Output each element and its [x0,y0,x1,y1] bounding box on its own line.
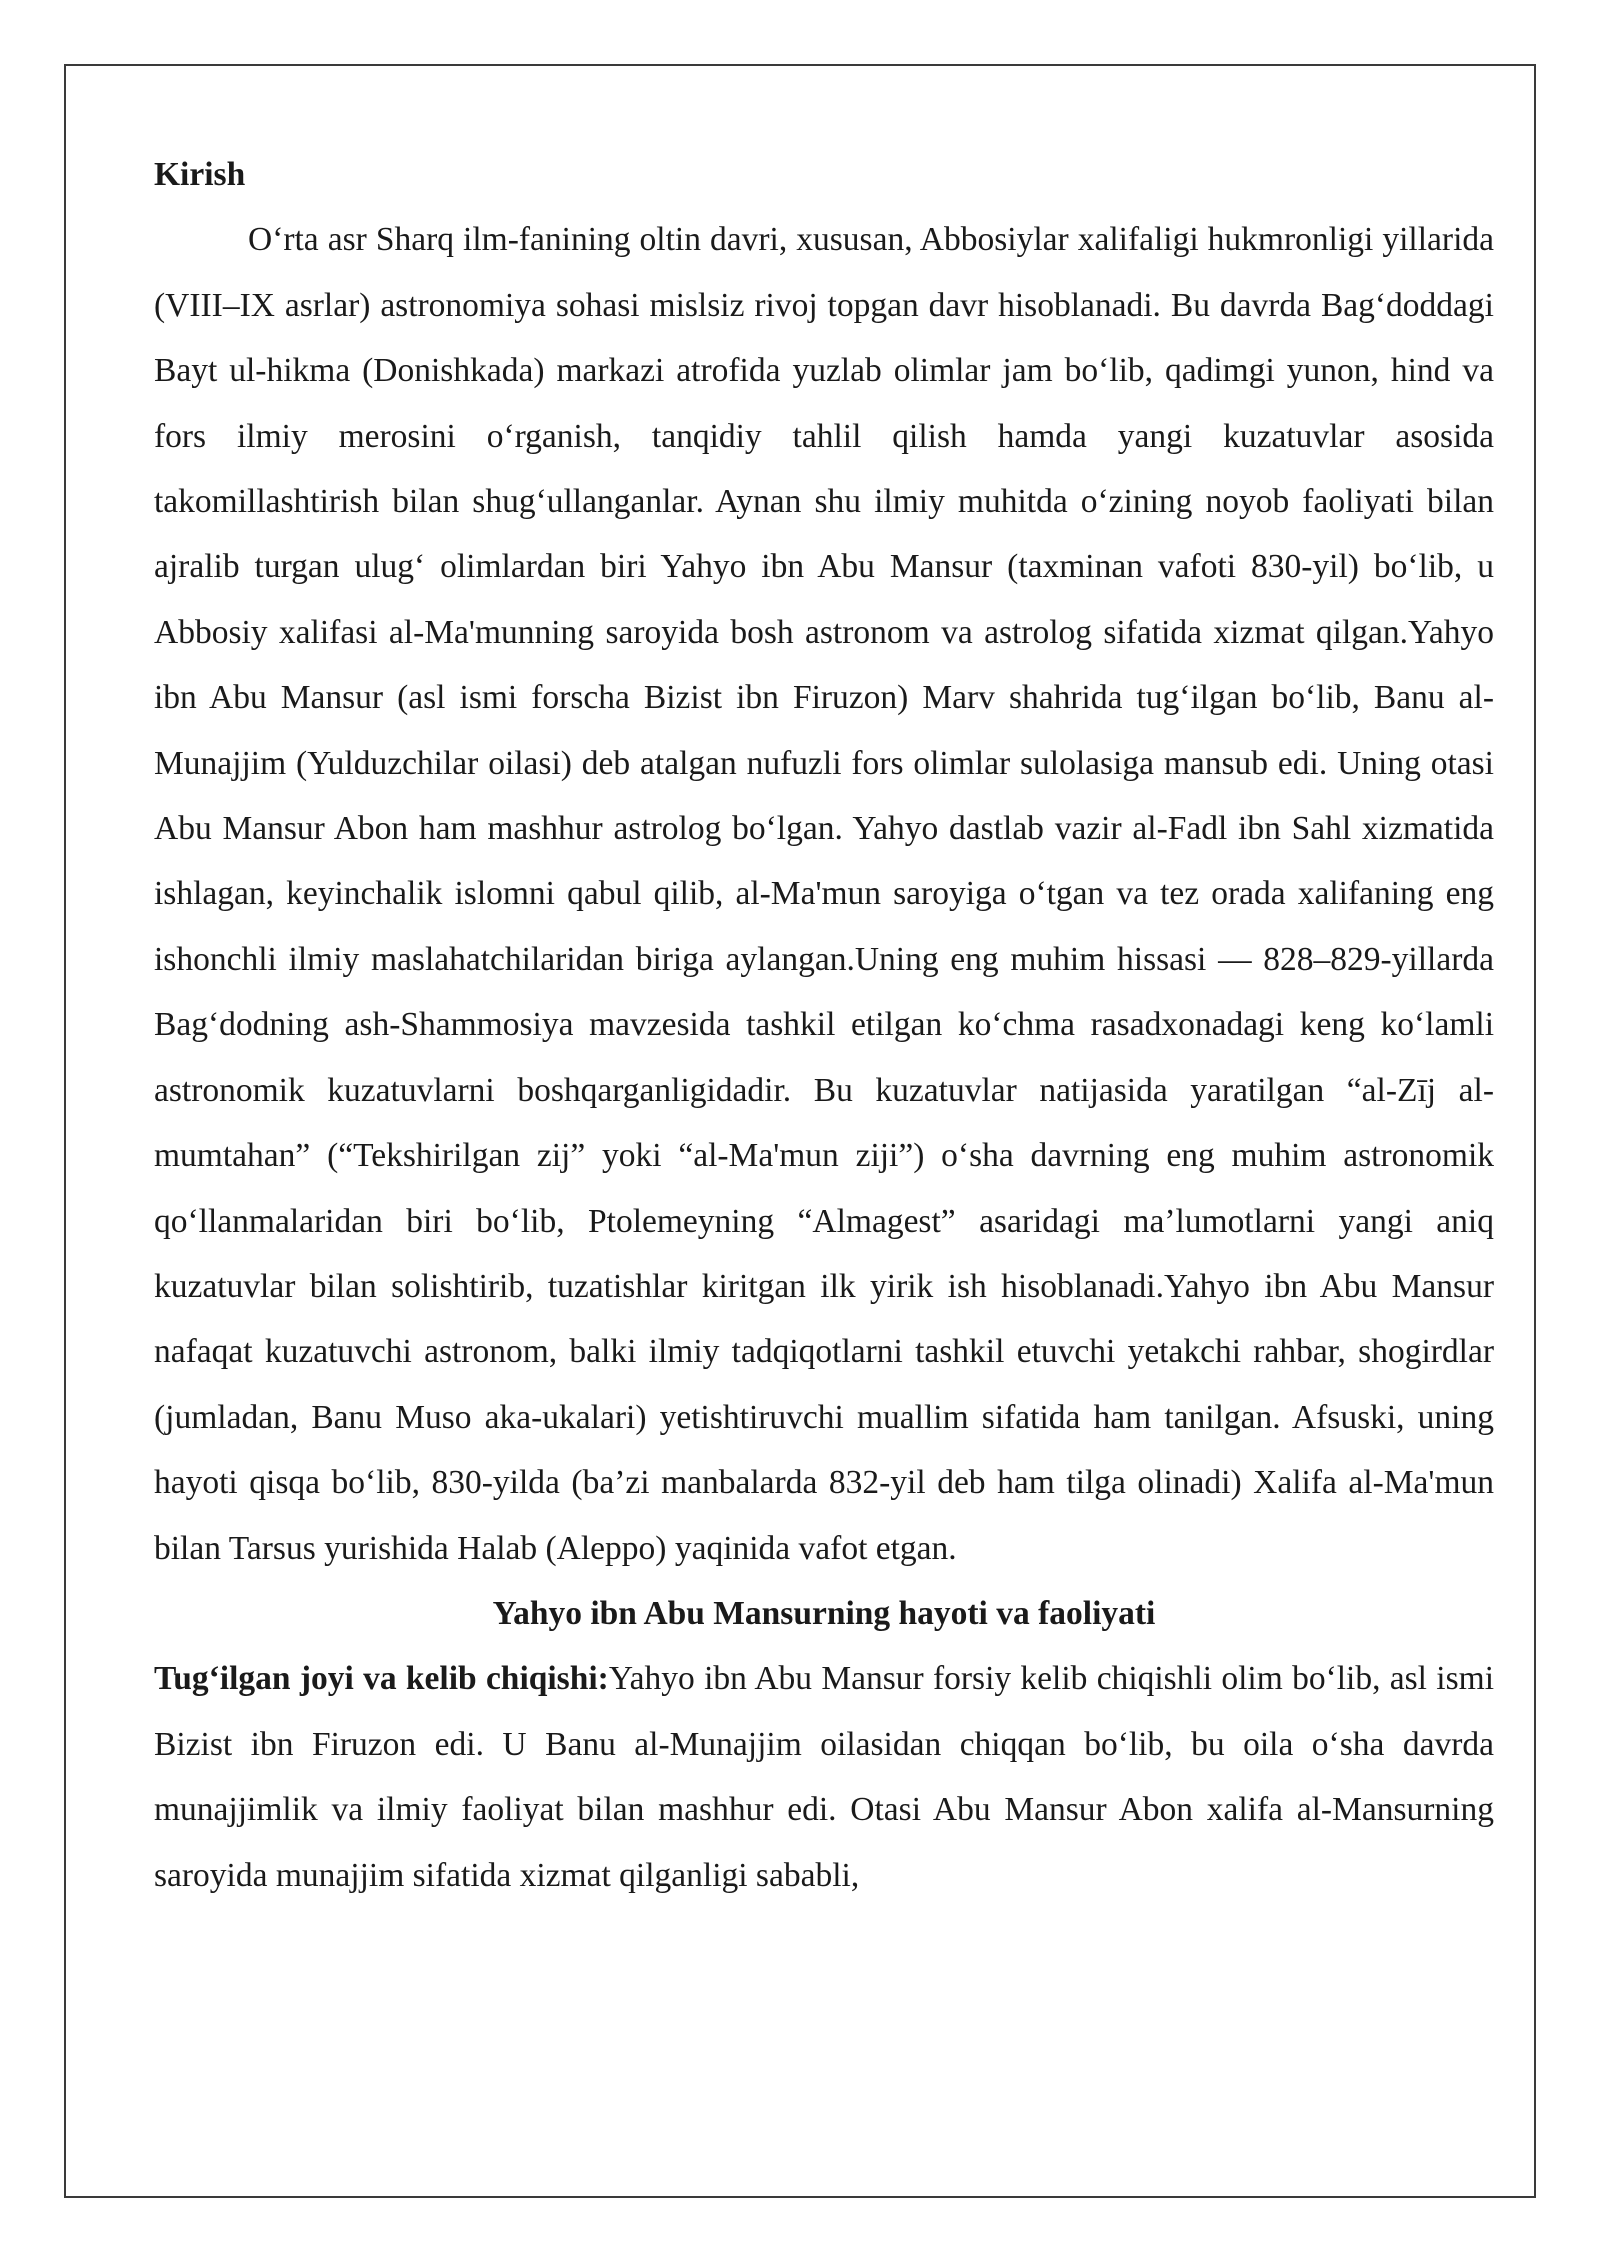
birthplace-paragraph [154,1646,1494,1908]
document-body [154,142,1494,1908]
birthplace-text: Yahyo ibn Abu Mansur forsiy kelib chiqishli olim bo‘lib, asl ismi Bizist ibn Firuzon edi. U Banu al-Munajjim oilasidan chiqqan bo‘lib, bu oila o‘sha davrda munajjimlik va ilmiy faoliyat bilan mashhur edi. Otasi Abu Mansur Abon xalifa al-Mansurning saroyida munajjim sifatida xizmat qilganligi sababli, [154,1660,1494,1894]
heading-kirish: Kirish [154,156,246,193]
section-title: Yahyo ibn Abu Mansurning hayoti va faoliyati [492,1594,1156,1632]
intro-paragraph: O‘rta asr Sharq ilm-fanining oltin davri, xususan, Abbosiylar xalifaligi hukmronligi yillarida (VIII–IX asrlar) astronomiya sohasi mislsiz rivoj topgan davr hisoblanadi. Bu davrda Bag‘doddagi Bayt ul-hikma (Donishkada) markazi atrofida yuzlab olimlar jam bo‘lib, qadimgi yunon, hind va fors ilmiy merosini o‘rganish, tanqidiy tahlil qilish hamda yangi kuzatuvlar asosida takomillashtirish bilan shug‘ullanganlar. Aynan shu ilmiy muhitda o‘zining noyob faoliyati bilan ajralib turgan ulug‘ olimlardan biri Yahyo ibn Abu Mansur (taxminan vafoti 830-yil) bo‘lib, u Abbosiy xalifasi al-Ma'munning saroyida bosh astronom va astrolog sifatida xizmat qilgan.Yahyo ibn Abu Mansur (asl ismi forscha Bizist ibn Firuzon) Marv shahrida tug‘ilgan bo‘lib, Banu al-Munajjim (Yulduzchilar oilasi) deb atalgan nufuzli fors olimlar sulolasiga mansub edi. Uning otasi Abu Mansur Abon ham mashhur astrolog bo‘lgan. Yahyo dastlab vazir al-Fadl ibn Sahl xizmatida ishlagan, keyinchalik islomni qabul qilib, al-Ma'mun saroyiga o‘tgan va tez orada xalifaning eng ishonchli ilmiy maslahatchilaridan biriga aylangan.Uning eng muhim hissasi — 828–829-yillarda Bag‘dodning ash-Shammosiya mavzesida tashkil etilgan ko‘chma rasadxonadagi keng ko‘lamli astronomik kuzatuvlarni boshqarganligidadir. Bu kuzatuvlar natijasida yaratilgan “al-Zīj al-mumtahan” (“Tekshirilgan zij” yoki “al-Ma'mun ziji”) o‘sha davrning eng muhim astronomik qo‘llanmalaridan biri bo‘lib, Ptolemeyning “Almagest” asaridagi ma’lumotlarni yangi aniq kuzatuvlar bilan solishtirib, tuzatishlar kiritgan ilk yirik ish hisoblanadi.Yahyo ibn Abu Mansur nafaqat kuzatuvchi astronom, balki ilmiy tadqiqotlarni tashkil etuvchi yetakchi rahbar, shogirdlar (jumladan, Banu Muso aka-ukalari) yetishtiruvchi muallim sifatida ham tanilgan. Afsuski, uning hayoti qisqa bo‘lib, 830-yilda (ba’zi manbalarda 832-yil deb ham tilga olinadi) Xalifa al-Ma'mun bilan Tarsus yurishida Halab (Aleppo) yaqinida vafot etgan. [154,221,1494,1567]
birthplace-label: Tug‘ilgan joyi va kelib chiqishi: [154,1660,609,1698]
